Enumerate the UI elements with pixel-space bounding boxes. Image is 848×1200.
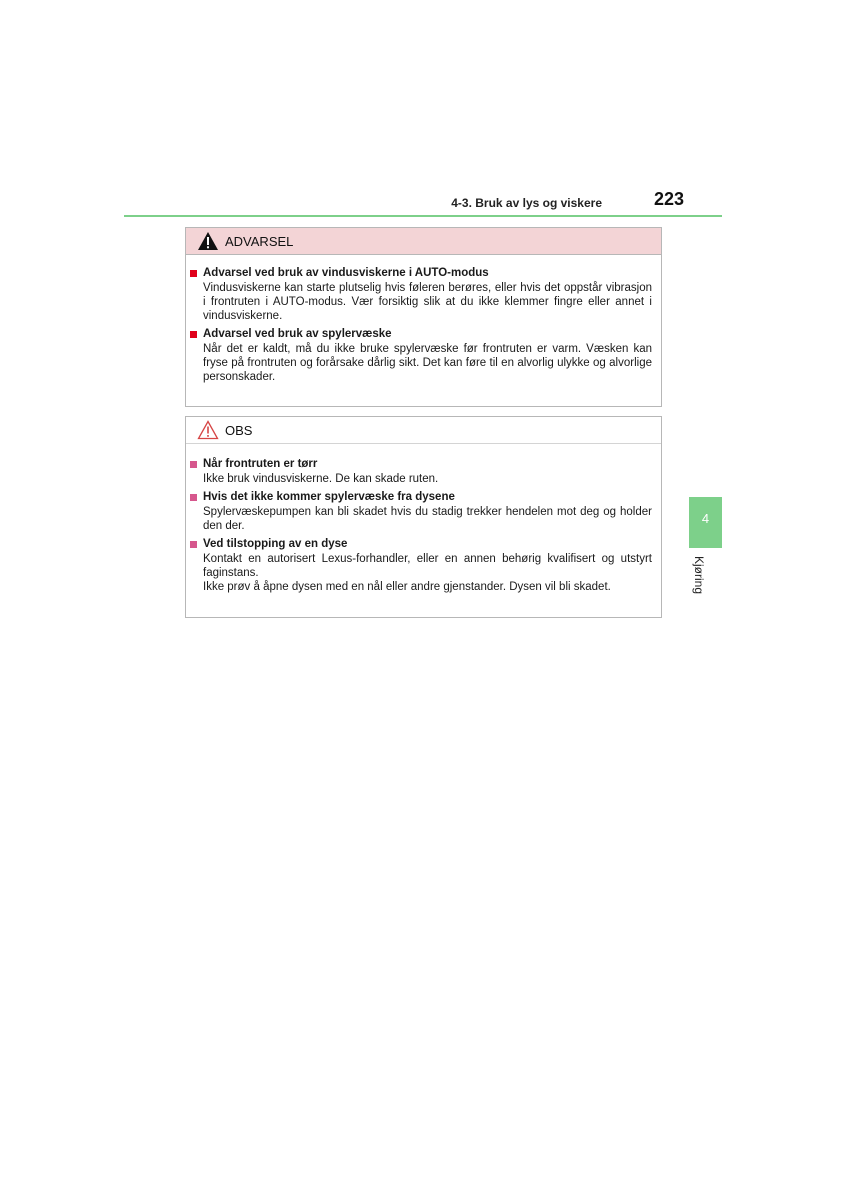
chapter-label: Kjøring [692,556,706,595]
warning-item-text: Vindusviskerne kan starte plutselig hvis føleren berøres, eller hvis det oppstår vibrasjon i frontruten i AUTO-modus. Vær forsiktig slik at du ikke klemmer fingre eller annet i vindusviskerne. [203,282,652,322]
warning-bullet-icon [190,331,197,338]
notice-item [190,456,652,486]
notice-box [185,416,662,618]
notice-header [186,417,661,444]
notice-item-text: Ikke bruk vindusviskerne. De kan skade ruten. [203,473,439,485]
page-number: 223 [653,189,684,209]
notice-item-text: Kontakt en autorisert Lexus-forhandler, eller en annen behørig kvalifisert og utstyrt faginstans. [203,553,652,579]
warning-item [190,326,652,384]
warning-item-title: Advarsel ved bruk av spylervæske [203,328,392,340]
warning-item [190,265,652,323]
warning-title: ADVARSEL [225,233,294,249]
section-title: 4-3. Bruk av lys og viskere [451,196,602,210]
warning-triangle-filled-icon [197,231,219,251]
warning-header [186,228,661,255]
notice-bullet-icon [190,461,197,468]
warning-bullet-icon [190,270,197,277]
warning-item-title: Advarsel ved bruk av vindusviskerne i AUTO-modus [203,267,489,279]
header-divider [124,215,722,217]
chapter-tab: 4 [689,497,722,548]
notice-item-text: Spylervæskepumpen kan bli skadet hvis du stadig trekker hendelen mot deg og holder den der. [203,506,652,532]
notice-bullet-icon [190,494,197,501]
notice-item-title: Hvis det ikke kommer spylervæske fra dysene [203,491,455,503]
warning-item-text: Når det er kaldt, må du ikke bruke spylervæske før frontruten er varm. Væsken kan fryse på frontruten og forårsake dårlig sikt. Det kan føre til en alvorlig ulykke og alvorlige personskader. [203,343,652,383]
notice-item-title: Når frontruten er tørr [203,458,318,470]
notice-bullet-icon [190,541,197,548]
notice-item [190,536,652,594]
warning-box [185,227,662,407]
notice-title: OBS [225,422,253,438]
warning-triangle-outline-icon [197,420,219,440]
notice-body [186,444,661,594]
notice-item-title: Ved tilstopping av en dyse [203,538,348,550]
warning-body [186,255,661,384]
notice-item [190,489,652,533]
notice-item-text: Ikke prøv å åpne dysen med en nål eller andre gjenstander. Dysen vil bli skadet. [203,581,611,593]
